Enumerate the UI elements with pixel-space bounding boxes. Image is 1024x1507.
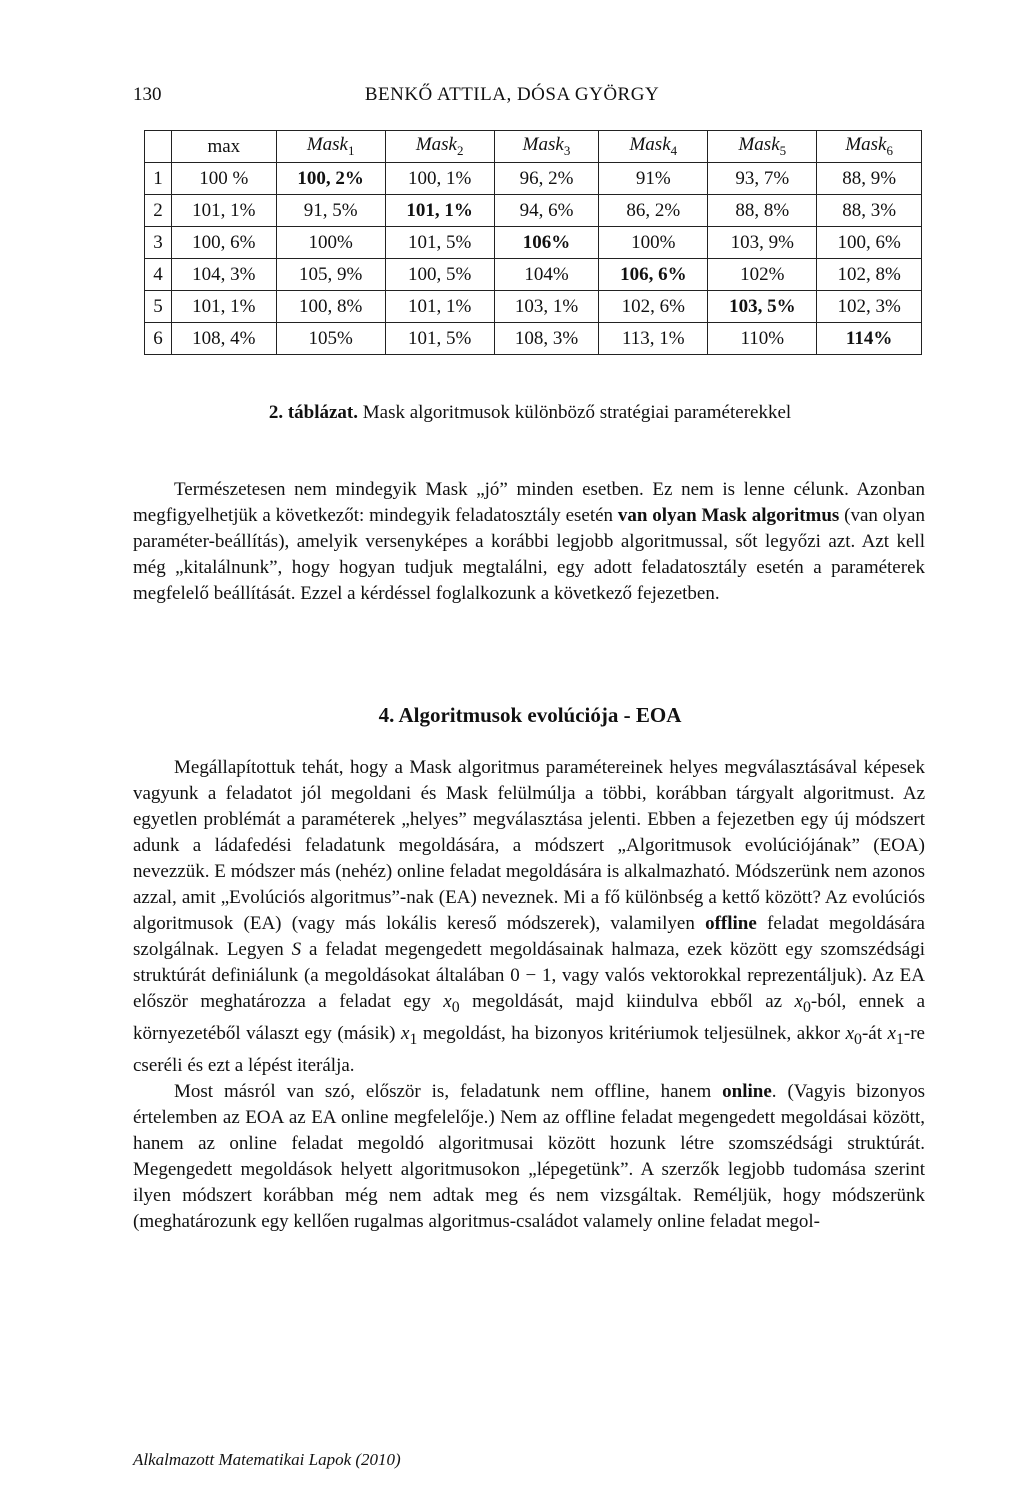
column-header-sub: 1 (347, 142, 355, 158)
journal-footer: Alkalmazott Matematikai Lapok (2010) (133, 1450, 401, 1469)
column-header (494, 131, 599, 163)
column-header-label: Mask (415, 134, 457, 156)
table-cell: 96, 2% (494, 163, 599, 195)
table-cell: 103, 1% (494, 291, 599, 323)
table-cell-best: 103, 5% (708, 291, 817, 323)
math-subscript: 0 (451, 998, 460, 1016)
row-index: 5 (145, 291, 172, 323)
column-header-sub: 3 (563, 142, 571, 158)
page-number: 130 (133, 84, 162, 105)
paragraph-2-text: megoldást, ha bizonyos kritériumok teljesülnek, akkor (417, 1022, 846, 1044)
paragraph-2-emphasis: offline (705, 913, 757, 934)
row-index: 3 (145, 227, 172, 259)
results-table (144, 130, 922, 355)
paragraph-1-text: (van olyan paraméter-beállítás), amelyik versenyképes a korábbi legjobb algoritmussal, sőt legyőzi azt. Azt kell még „kitalálnunk”, hogy hogyan tudjuk megtalálni, egy adott feladatosztály esetén a paraméterek megfelelő beállítását. Ezzel a kérdéssel foglalkozunk a következő fejezetben. (133, 505, 925, 604)
column-header-label: Mask (738, 134, 780, 156)
table-cell: 101, 5% (385, 227, 494, 259)
table-row (145, 291, 922, 323)
paragraph-2-text: -át (861, 1022, 888, 1044)
table-cell: 88, 3% (817, 195, 922, 227)
column-header (276, 131, 385, 163)
table-cell: 91, 5% (276, 195, 385, 227)
table-cell: 100, 6% (172, 227, 277, 259)
paragraph-2-text: -re cseréli és ezt a lépést iterálja. (133, 1022, 925, 1076)
table-cell: 103, 9% (708, 227, 817, 259)
table-header-row (145, 131, 922, 163)
row-index: 6 (145, 323, 172, 355)
paragraph-2-text: Megállapítottuk tehát, hogy a Mask algoritmus paramétereinek helyes megválasztásával képesek vagyunk a feladatot jól megoldani és Mask felülmúlja a többi, korábban tárgyalt algoritmust. Az egyetlen problémát a paraméterek „helyes” megválasztása jelenti. Ebben a fejezetben egy új módszert adunk a ládafedési feladatunk megoldására, a módszert „Algoritmusok evolúciójának” (EOA) nevezzük. E módszer más (nehéz) online feladat megoldására is alkalmazható. Módszerünk nem azonos azzal, amit „Evolúciós algoritmus”-nak (EA) neveznek. Mi a fő különbség a kettő között? Az evolúciós algoritmusok (EA) (vagy más lokális kereső módszerek), valamilyen (133, 757, 925, 934)
caption-text: Mask algoritmusok különböző stratégiai paraméterekkel (358, 402, 792, 423)
column-header-sub: 4 (670, 142, 678, 158)
paragraph-2 (133, 755, 925, 1079)
section-body (133, 755, 925, 1235)
table-cell: 101, 1% (172, 291, 277, 323)
section-title: 4. Algoritmusok evolúciója - EOA (378, 703, 682, 727)
column-header-sub: 2 (456, 142, 464, 158)
math-subscript: 1 (895, 1030, 904, 1048)
table-cell: 108, 3% (494, 323, 599, 355)
table-row (145, 259, 922, 291)
table-cell: 88, 8% (708, 195, 817, 227)
running-head: BENKŐ ATTILA, DÓSA GYÖRGY (364, 84, 660, 105)
table-cell: 101, 5% (385, 323, 494, 355)
table-row (145, 227, 922, 259)
column-header (385, 131, 494, 163)
table-cell: 91% (599, 163, 708, 195)
table-cell: 93, 7% (708, 163, 817, 195)
column-header-label: Mask (306, 134, 348, 156)
paragraph-3 (133, 1079, 925, 1235)
table-cell: 104, 3% (172, 259, 277, 291)
column-header-sub: 5 (779, 142, 787, 158)
column-header (172, 131, 277, 163)
table-cell: 101, 1% (385, 291, 494, 323)
table-cell: 100, 5% (385, 259, 494, 291)
table-cell: 100, 1% (385, 163, 494, 195)
table-cell: 102, 3% (817, 291, 922, 323)
table-cell: 100, 8% (276, 291, 385, 323)
column-header-sub: 6 (886, 142, 893, 158)
math-symbol: x (887, 1022, 896, 1044)
paragraph-3-text: . (Vagyis bizonyos értelemben az EOA az EA online megfelelője.) Nem az offline feladat megengedett megoldásai között, hanem az online feladat megoldó algoritmusai között hozunk létre szomszédsági struktúrát. Megengedett megoldások helyett algoritmusokon „lépegetünk”. A szerzők legjobb tudomása szerint ilyen módszert korábban még nem adtak meg és nem vizsgáltak. Reméljük, hogy módszerünk (meghatározunk egy kellően rugalmas algoritmus-családot valamely online feladat megol- (133, 1080, 926, 1232)
table-cell: 100, 6% (817, 227, 922, 259)
column-header (817, 131, 922, 163)
table-cell: 102, 6% (599, 291, 708, 323)
paragraph-2-text: feladat megoldására szolgálnak. Legyen (133, 913, 925, 960)
table-cell: 100% (276, 227, 385, 259)
math-symbol: x (845, 1022, 855, 1044)
header-corner-cell (145, 131, 172, 163)
column-header-label: Mask (629, 134, 671, 156)
table-cell: 102% (708, 259, 817, 291)
paragraph-1-text: Természetesen nem mindegyik Mask „jó” minden esetben. Ez nem is lenne célunk. Azonban megfigyelhetjük a következőt: mindegyik feladatosztály esetén (133, 479, 925, 526)
column-header-label: Mask (522, 134, 564, 156)
table-cell-best: 114% (817, 323, 922, 355)
table-cell-best: 100, 2% (276, 163, 385, 195)
paragraph-3-text: Most másról van szó, először is, feladatunk nem offline, hanem (174, 1080, 723, 1102)
math-symbol: S (291, 939, 302, 960)
paragraph-1 (133, 477, 925, 607)
table-cell-best: 106% (494, 227, 599, 259)
column-header-label: max (207, 135, 241, 157)
paragraph-3-emphasis: online (722, 1080, 772, 1102)
math-subscript: 0 (854, 1030, 862, 1048)
table-cell: 110% (708, 323, 817, 355)
column-header (599, 131, 708, 163)
math-symbol: x (401, 1022, 410, 1044)
paragraph-1-emphasis: van olyan Mask algoritmus (617, 505, 840, 526)
row-index: 1 (145, 163, 172, 195)
row-index: 2 (145, 195, 172, 227)
table-cell-best: 106, 6% (599, 259, 708, 291)
table-cell: 88, 9% (817, 163, 922, 195)
table-cell: 105, 9% (276, 259, 385, 291)
table-cell: 100 % (172, 163, 277, 195)
math-subscript: 1 (409, 1030, 418, 1048)
table-cell: 105% (276, 323, 385, 355)
paragraph-2-text: megoldását, majd kiindulva ebből az (459, 991, 795, 1012)
paragraph-2-text: a feladat megengedett megoldásainak halmaza, ezek között egy szomszédsági struktúrát definiálunk (a megoldásokat általában 0 − 1, vagy valós vektorokkal reprezentáljuk). Az EA először meghatározza a feladat egy (133, 939, 925, 1012)
column-header-label: Mask (845, 134, 887, 156)
math-subscript: 0 (802, 998, 811, 1016)
table-cell: 108, 4% (172, 323, 277, 355)
math-symbol: x (443, 991, 452, 1012)
table-cell: 86, 2% (599, 195, 708, 227)
table-cell: 94, 6% (494, 195, 599, 227)
table-caption (0, 402, 1024, 424)
table-cell: 113, 1% (599, 323, 708, 355)
table-row (145, 163, 922, 195)
caption-label: 2. táblázat. (268, 402, 358, 423)
table-cell: 104% (494, 259, 599, 291)
table-cell: 100% (599, 227, 708, 259)
table-cell: 101, 1% (172, 195, 277, 227)
table-cell: 102, 8% (817, 259, 922, 291)
table-row (145, 195, 922, 227)
column-header (708, 131, 817, 163)
table-cell-best: 101, 1% (385, 195, 494, 227)
paragraph-2-text: -ból, ennek a környezetéből választ egy (másik) (133, 991, 925, 1044)
table-row (145, 323, 922, 355)
row-index: 4 (145, 259, 172, 291)
math-symbol: x (794, 991, 803, 1012)
